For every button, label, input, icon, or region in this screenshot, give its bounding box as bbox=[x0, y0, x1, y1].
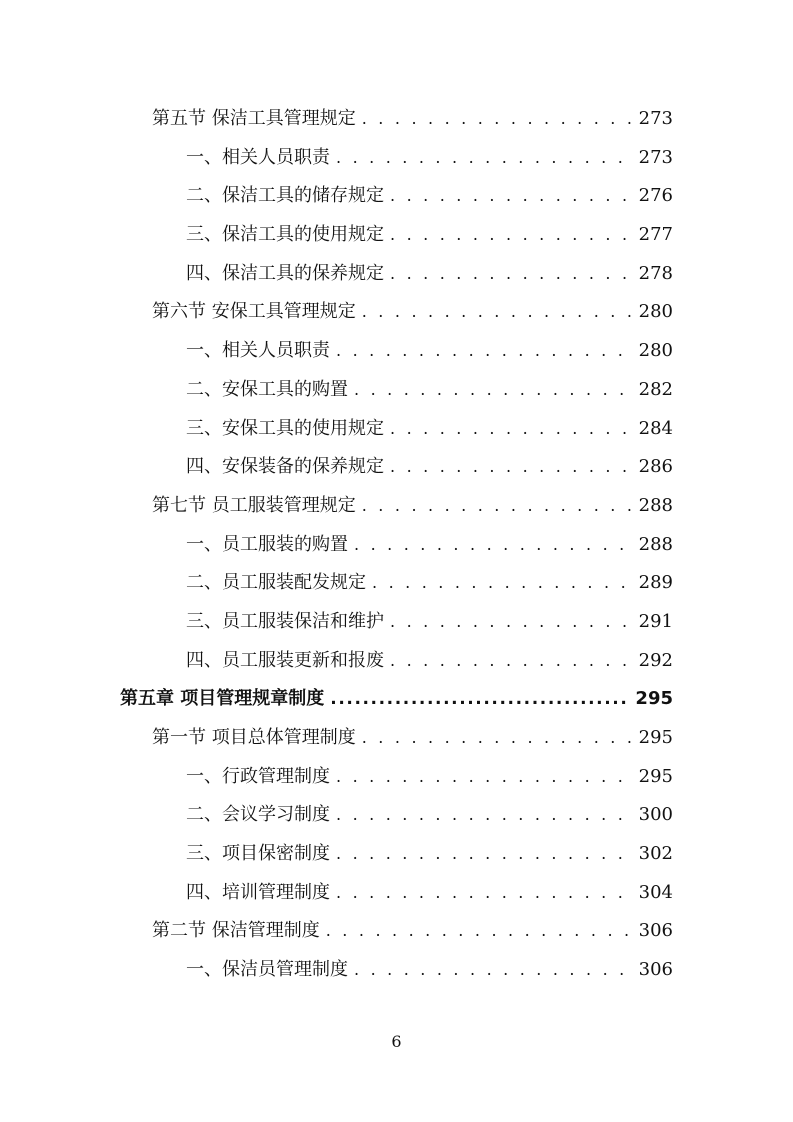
toc-dot-leader bbox=[354, 951, 633, 990]
toc-dot-leader bbox=[372, 564, 633, 603]
toc-entry-title: 四、培训管理制度 bbox=[186, 881, 330, 903]
toc-entry-title: 第五章 项目管理规章制度 bbox=[120, 688, 325, 710]
toc-entry-item[interactable] bbox=[0, 835, 793, 874]
toc-dot-leader bbox=[326, 912, 633, 951]
toc-entry-section[interactable] bbox=[0, 912, 793, 951]
toc-entry-title: 二、保洁工具的储存规定 bbox=[186, 185, 384, 207]
toc-dot-leader bbox=[390, 255, 633, 294]
toc-dot-leader bbox=[336, 758, 633, 797]
toc-entry-page: 302 bbox=[638, 843, 673, 865]
toc-dot-leader bbox=[330, 680, 629, 719]
toc-entry-section[interactable] bbox=[0, 719, 793, 758]
toc-entry-page: 280 bbox=[638, 301, 673, 323]
toc-entry-page: 295 bbox=[638, 727, 673, 748]
toc-dot-leader bbox=[336, 332, 633, 371]
toc-entry-section[interactable] bbox=[0, 293, 793, 332]
toc-entry-page: 286 bbox=[638, 456, 673, 478]
toc-entry-page: 306 bbox=[638, 920, 673, 942]
toc-entry-page: 278 bbox=[638, 262, 673, 284]
toc-entry-page: 304 bbox=[638, 881, 673, 903]
toc-entry-section[interactable] bbox=[0, 100, 793, 139]
toc-entry-title: 一、保洁员管理制度 bbox=[186, 959, 348, 981]
toc-entry-title: 四、保洁工具的保养规定 bbox=[186, 262, 384, 284]
toc-entry-title: 四、员工服装更新和报废 bbox=[186, 649, 384, 671]
toc-entry-title: 第七节 员工服装管理规定 bbox=[152, 494, 356, 516]
toc-entry-title: 一、相关人员职责 bbox=[186, 340, 330, 362]
toc-dot-leader bbox=[390, 642, 633, 681]
toc-dot-leader bbox=[362, 100, 633, 139]
toc-entry-title: 第五节 保洁工具管理规定 bbox=[152, 108, 356, 129]
toc-entry-title: 二、会议学习制度 bbox=[186, 804, 330, 826]
toc-entry-title: 二、员工服装配发规定 bbox=[186, 572, 366, 594]
toc-entry-page: 295 bbox=[635, 688, 673, 710]
toc-dot-leader bbox=[390, 603, 633, 642]
toc-entry-title: 第二节 保洁管理制度 bbox=[152, 920, 320, 942]
toc-dot-leader bbox=[390, 410, 633, 449]
toc-dot-leader bbox=[336, 139, 633, 178]
toc-entry-page: 273 bbox=[638, 108, 673, 129]
toc-entry-item[interactable] bbox=[0, 216, 793, 255]
toc-entry-page: 277 bbox=[638, 224, 673, 246]
toc-entry-title: 四、安保装备的保养规定 bbox=[186, 456, 384, 478]
table-of-contents bbox=[0, 100, 793, 990]
toc-entry-page: 292 bbox=[638, 649, 673, 671]
toc-entry-item[interactable] bbox=[0, 410, 793, 449]
toc-entry-title: 三、保洁工具的使用规定 bbox=[186, 224, 384, 246]
toc-entry-page: 306 bbox=[638, 959, 673, 981]
toc-dot-leader bbox=[336, 835, 633, 874]
toc-entry-page: 284 bbox=[638, 417, 673, 439]
toc-dot-leader bbox=[354, 371, 633, 410]
toc-entry-item[interactable] bbox=[0, 758, 793, 797]
toc-dot-leader bbox=[362, 293, 633, 332]
toc-dot-leader bbox=[354, 526, 633, 565]
toc-entry-item[interactable] bbox=[0, 177, 793, 216]
toc-entry-page: 291 bbox=[638, 610, 673, 632]
toc-entry-title: 第一节 项目总体管理制度 bbox=[152, 727, 356, 748]
toc-entry-title: 一、相关人员职责 bbox=[186, 146, 330, 168]
toc-entry-title: 第六节 安保工具管理规定 bbox=[152, 301, 356, 323]
toc-dot-leader bbox=[390, 216, 633, 255]
toc-dot-leader bbox=[390, 448, 633, 487]
toc-dot-leader bbox=[362, 487, 633, 526]
toc-entry-page: 273 bbox=[638, 146, 673, 168]
toc-entry-title: 二、安保工具的购置 bbox=[186, 378, 348, 400]
toc-entry-item[interactable] bbox=[0, 332, 793, 371]
toc-dot-leader bbox=[336, 796, 633, 835]
toc-entry-item[interactable] bbox=[0, 564, 793, 603]
toc-entry-page: 300 bbox=[638, 804, 673, 826]
toc-entry-title: 三、员工服装保洁和维护 bbox=[186, 610, 384, 632]
toc-dot-leader bbox=[390, 177, 633, 216]
toc-entry-item[interactable] bbox=[0, 874, 793, 913]
toc-entry-page: 280 bbox=[638, 340, 673, 362]
toc-entry-page: 288 bbox=[638, 533, 673, 555]
toc-entry-item[interactable] bbox=[0, 255, 793, 294]
toc-entry-item[interactable] bbox=[0, 371, 793, 410]
toc-dot-leader bbox=[362, 719, 633, 758]
toc-entry-item[interactable] bbox=[0, 796, 793, 835]
toc-entry-page: 295 bbox=[638, 765, 673, 787]
toc-entry-title: 一、行政管理制度 bbox=[186, 765, 330, 787]
toc-entry-item[interactable] bbox=[0, 139, 793, 178]
toc-entry-page: 289 bbox=[638, 572, 673, 594]
toc-entry-page: 276 bbox=[638, 185, 673, 207]
toc-entry-item[interactable] bbox=[0, 448, 793, 487]
toc-entry-item[interactable] bbox=[0, 951, 793, 990]
toc-entry-page: 288 bbox=[638, 494, 673, 516]
page-number: 6 bbox=[391, 1032, 402, 1051]
toc-dot-leader bbox=[336, 874, 633, 913]
toc-entry-title: 三、项目保密制度 bbox=[186, 843, 330, 865]
toc-entry-section[interactable] bbox=[0, 487, 793, 526]
toc-entry-page: 282 bbox=[638, 378, 673, 400]
toc-entry-chapter[interactable] bbox=[0, 680, 793, 719]
toc-entry-item[interactable] bbox=[0, 603, 793, 642]
toc-entry-item[interactable] bbox=[0, 526, 793, 565]
toc-entry-title: 三、安保工具的使用规定 bbox=[186, 417, 384, 439]
toc-entry-item[interactable] bbox=[0, 642, 793, 681]
toc-entry-title: 一、员工服装的购置 bbox=[186, 533, 348, 555]
